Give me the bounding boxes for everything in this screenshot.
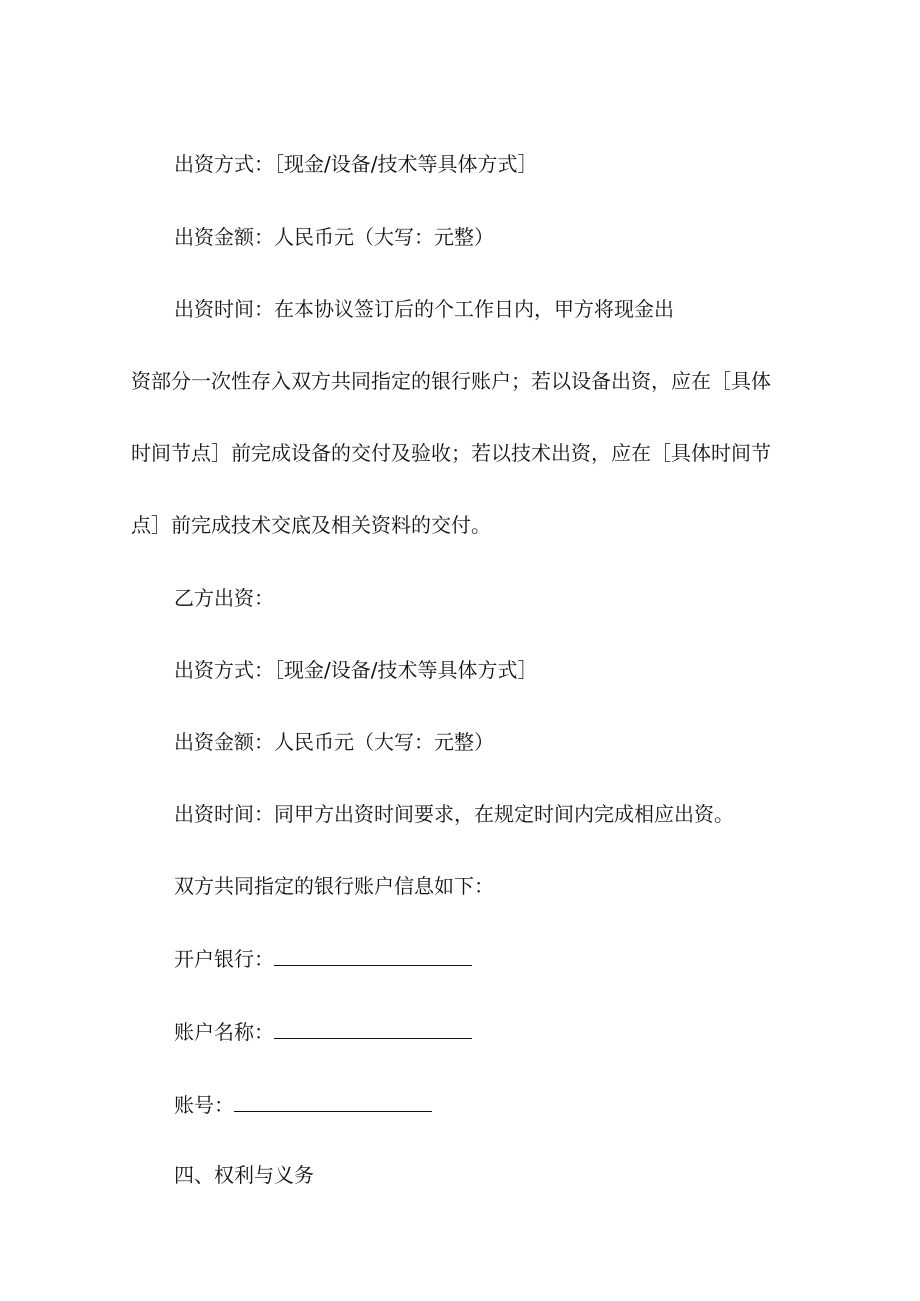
party-a-method: 出资方式：［现金/设备/技术等具体方式］ bbox=[174, 152, 538, 176]
party-a-time-line-1: 出资时间：在本协议签订后的个工作日内，甲方将现金出 bbox=[174, 297, 674, 321]
section-4-heading: 四、权利与义务 bbox=[174, 1163, 314, 1187]
bank-name-blank[interactable] bbox=[274, 945, 472, 966]
party-a-time-line-4: 点］前完成技术交底及相关资料的交付。 bbox=[131, 513, 491, 537]
account-name-label: 账户名称： bbox=[174, 1020, 274, 1044]
party-b-amount: 出资金额：人民币元（大写：元整） bbox=[174, 730, 494, 754]
bank-name-label: 开户银行： bbox=[174, 947, 274, 971]
bank-name-row bbox=[174, 945, 472, 972]
account-name-blank[interactable] bbox=[274, 1018, 472, 1039]
account-number-row bbox=[174, 1091, 432, 1118]
account-name-row bbox=[174, 1018, 472, 1045]
account-number-blank[interactable] bbox=[234, 1091, 432, 1112]
party-b-heading: 乙方出资： bbox=[174, 586, 274, 610]
account-number-label: 账号： bbox=[174, 1093, 234, 1117]
party-b-method: 出资方式：［现金/设备/技术等具体方式］ bbox=[174, 658, 538, 682]
party-a-time-line-2: 资部分一次性存入双方共同指定的银行账户；若以设备出资，应在［具体 bbox=[131, 369, 771, 393]
bank-intro: 双方共同指定的银行账户信息如下： bbox=[174, 874, 494, 898]
party-a-amount: 出资金额：人民币元（大写：元整） bbox=[174, 225, 494, 249]
party-b-time: 出资时间：同甲方出资时间要求，在规定时间内完成相应出资。 bbox=[174, 802, 734, 826]
party-a-time-line-3: 时间节点］前完成设备的交付及验收；若以技术出资，应在［具体时间节 bbox=[131, 441, 771, 465]
